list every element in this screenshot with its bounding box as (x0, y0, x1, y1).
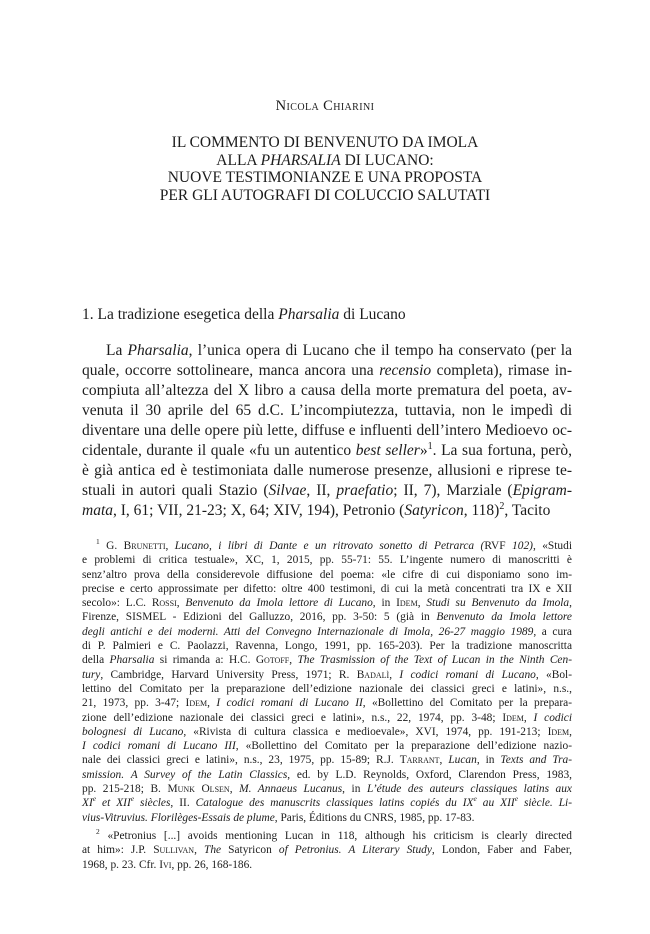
footnote-line: di P. Palmieri e C. Paolazzi, Ravenna, Longo, 1991, pp. 165-203). Per la tradizione manoscritta (82, 640, 572, 653)
article-title (0, 134, 650, 204)
footnote-line: 1968, p. 23. Cfr. Ivi, pp. 26, 168-186. (82, 858, 253, 871)
footnote-line: senz’altro prova della considerevole diffusione del poema: «le cifre di cui disponiamo sono im- (82, 568, 572, 581)
footnote-line: degli antichi e dei moderni. Atti del Convegno Internazionale di Imola, 26-27 maggio 1989, a cura (82, 625, 572, 638)
body-line: La Pharsalia, l’unica opera di Lucano che il tempo ha conservato (per la (106, 342, 572, 359)
footnote-line: secolo»: L.C. Rossi, Benvenuto da Imola lettore di Lucano, in Idem, Studi su Benvenuto da Imola, (82, 597, 572, 610)
footnote-line: $^2$ «Petronius [...] avoids mentioning Lucan in 118, although his criticism is clearly directed (96, 827, 572, 842)
footnote-line: tury, Cambridge, Harvard University Press, 1971; R. Badalì, I codici romani di Lucano, «Bol- (82, 668, 572, 681)
author-name: Nicola Chiarini (275, 98, 375, 114)
footnote-line: smission. A Survey of the Latin Classics, ed. by L.D. Reynolds, Oxford, Clarendon Press, 1983, (82, 768, 572, 781)
footnote-line: zione dell’edizione nazionale dei classici greci e latini», n.s., 22, 1974, pp. 3-48; Idem, I codici (82, 711, 572, 724)
footnote-line: e problemi di critica testuale», XC, 1, 2015, pp. 55-71: 55. L’ingente numero di manoscritti è (82, 554, 572, 567)
footnote-line: precise e certo approssimate per difetto: oltre 400 testimoni, di cui la metà concentrati tra IX e XII (82, 582, 572, 595)
body-line: venuta il 30 aprile del 65 d.C. L’incompiutezza, tuttavia, non le impedì di (82, 402, 572, 419)
title-line: PER GLI AUTOGRAFI DI COLUCCIO SALUTATI (159, 186, 491, 204)
footnote-line: I codici romani di Lucano III, «Bollettino del Comitato per la preparazione dell’edizione nazio- (82, 740, 572, 753)
footnote-ref-1: 1 (427, 440, 433, 452)
footnote-line: $^1$ G. Brunetti, Lucano, i libri di Dante e un ritrovato sonetto di Petrarca (RVF 102), «Studi (96, 537, 572, 552)
footnote-line: pp. 215-218; B. Munk Olsen, M. Annaeus Lucanus, in L’étude des auteurs classiques latins aux (82, 783, 572, 796)
body-line: stuali in autori quali Stazio (Silvae, II, praefatio; II, 7), Marziale (Epigram- (82, 482, 572, 499)
title-line: ALLA PHARSALIA DI LUCANO: (216, 151, 434, 169)
body-line: è già antica ed è testimoniata dalle numerose presenze, allusioni e riprese te- (82, 462, 572, 479)
footnote-line: at him»: J.P. Sullivan, The Satyricon of Petronius. A Literary Study, London, Faber and Faber, (82, 844, 572, 857)
body-line: quale, occorre sottolineare, manca ancora una recensio completa), rimase in- (82, 362, 572, 379)
footnote-line: Firenze, SISMEL - Edizioni del Galluzzo, 2016, pp. 3-50: 5 (già in Benvenuto da Imola lettore (82, 611, 572, 624)
footnote-line: 21, 1973, pp. 3-47; Idem, I codici romani di Lucano II, «Bollettino del Comitato per la prepara- (82, 697, 572, 710)
title-line: IL COMMENTO DI BENVENUTO DA IMOLA (171, 134, 479, 151)
footnote-line: bolognesi di Lucano, «Rivista di cultura classica e medioevale», XVI, 1974, pp. 191-213; Idem, (82, 725, 572, 738)
body-line: cidentale, durante il quale «fu un autentico best seller»$^1$. La sua fortuna, però, (82, 440, 573, 459)
footnote-line: della Pharsalia si rimanda a: H.C. Gotoff, The Trasmission of the Text of Lucan in the Ninth Cen- (82, 654, 572, 667)
footnote-line: lettino del Comitato per la preparazione dell’edizione nazionale dei classici greci e latini», n.s., (82, 682, 572, 695)
section-heading: 1. La tradizione esegetica della Pharsalia di Lucano (82, 306, 406, 323)
footnote-ref-2: 2 (499, 500, 505, 512)
body-line: mata, I, 61; VII, 21-23; X, 64; XIV, 194), Petronio (Satyricon, 118)$^2$, Tacito (82, 500, 551, 519)
body-text (82, 341, 572, 521)
body-line: compiuta all’altezza del X libro a causa della morte prematura del poeta, av- (82, 382, 572, 399)
footnote-line: vius-Vitruvius. Florilèges-Essais de plume, Paris, Éditions du CNRS, 1985, pp. 17-83. (82, 811, 475, 824)
footnotes (82, 539, 572, 872)
footnote-line: XIe et XIIe siècles, II. Catalogue des manuscrits classiques latins copiés du IXe au XIIe siècle. Li- (82, 794, 572, 810)
footnote-line: nale dei classici greci e latini», n.s., 23, 1975, pp. 15-89; R.J. Tarrant, Lucan, in Texts and Tra- (82, 754, 573, 767)
body-line: diventare una delle opere più lette, diffuse e influenti dell’intero Medioevo oc- (82, 422, 572, 439)
title-line: NUOVE TESTIMONIANZE E UNA PROPOSTA (167, 169, 483, 186)
